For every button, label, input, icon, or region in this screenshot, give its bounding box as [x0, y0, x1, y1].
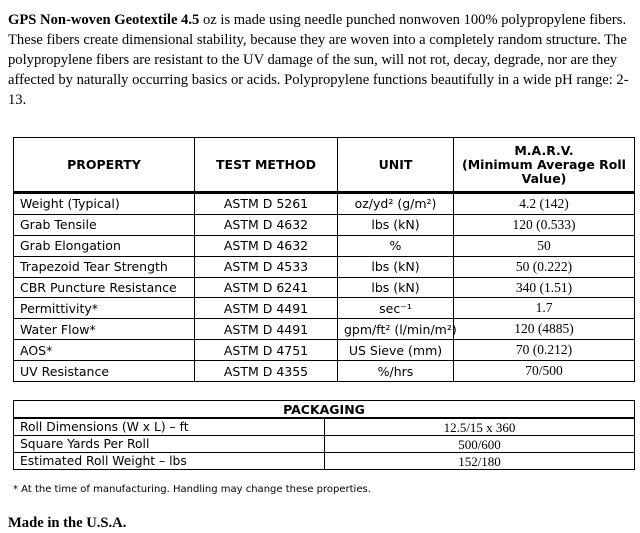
- property-cell: Trapezoid Tear Strength: [14, 256, 195, 277]
- method-cell: ASTM D 4355: [195, 361, 338, 382]
- packaging-title: PACKAGING: [14, 401, 635, 419]
- value-cell: 50 (0.222): [454, 256, 635, 277]
- property-cell: Permittivity*: [14, 298, 195, 319]
- header-marv-title: M.A.R.V.: [514, 142, 574, 158]
- packaging-value: 152/180: [325, 453, 635, 470]
- packaging-label: Square Yards Per Roll: [14, 436, 325, 453]
- header-test-method: TEST METHOD: [195, 138, 338, 193]
- property-cell: AOS*: [14, 340, 195, 361]
- unit-cell: oz/yd² (g/m²): [338, 193, 454, 215]
- table-row: [14, 214, 635, 235]
- product-name: GPS Non-woven Geotextile 4.5: [8, 12, 200, 28]
- table-row: [14, 235, 635, 256]
- packaging-header-row: [14, 401, 635, 419]
- properties-table: [13, 137, 635, 382]
- packaging-label: Estimated Roll Weight – lbs: [14, 453, 325, 470]
- unit-cell: US Sieve (mm): [338, 340, 454, 361]
- table-row: [14, 256, 635, 277]
- packaging-table: [13, 400, 635, 470]
- unit-cell: %: [338, 235, 454, 256]
- value-cell: 340 (1.51): [454, 277, 635, 298]
- property-cell: Water Flow*: [14, 319, 195, 340]
- header-property: PROPERTY: [14, 138, 195, 193]
- unit-cell: lbs (kN): [338, 256, 454, 277]
- method-cell: ASTM D 4632: [195, 235, 338, 256]
- value-cell: 70 (0.212): [454, 340, 635, 361]
- value-cell: 4.2 (142): [454, 193, 635, 215]
- table-row: [14, 436, 635, 453]
- table-row: [14, 340, 635, 361]
- properties-header-row: [14, 138, 635, 193]
- property-cell: Grab Elongation: [14, 235, 195, 256]
- packaging-label: Roll Dimensions (W x L) – ft: [14, 418, 325, 436]
- property-cell: Weight (Typical): [14, 193, 195, 215]
- method-cell: ASTM D 6241: [195, 277, 338, 298]
- property-cell: UV Resistance: [14, 361, 195, 382]
- footnote: * At the time of manufacturing. Handling may change these properties.: [13, 484, 371, 495]
- table-row: [14, 361, 635, 382]
- unit-cell: gpm/ft² (l/min/m²): [338, 319, 454, 340]
- unit-cell: lbs (kN): [338, 277, 454, 298]
- packaging-value: 12.5/15 x 360: [325, 418, 635, 436]
- method-cell: ASTM D 4533: [195, 256, 338, 277]
- header-marv: [454, 138, 635, 193]
- value-cell: 50: [454, 235, 635, 256]
- header-marv-subtitle: (Minimum Average Roll Value): [462, 156, 626, 186]
- method-cell: ASTM D 5261: [195, 193, 338, 215]
- product-description: [8, 10, 634, 110]
- description-text: oz is made using needle punched nonwoven 100% polypropylene fibers. These fibers create dimensional stability, because they are woven into a completely random structure. The polypropylene fibers are resistant to the UV damage of the sun, will not rot, decay, degrade, nor are they affected by naturally occurring basics or acids. Polypropylene functions beautifully in a wide pH range: 2-13.: [8, 12, 629, 108]
- header-unit: UNIT: [338, 138, 454, 193]
- table-row: [14, 277, 635, 298]
- packaging-value: 500/600: [325, 436, 635, 453]
- value-cell: 120 (0.533): [454, 214, 635, 235]
- table-row: [14, 298, 635, 319]
- property-cell: CBR Puncture Resistance: [14, 277, 195, 298]
- table-row: [14, 418, 635, 436]
- unit-cell: sec⁻¹: [338, 298, 454, 319]
- method-cell: ASTM D 4491: [195, 319, 338, 340]
- value-cell: 70/500: [454, 361, 635, 382]
- method-cell: ASTM D 4751: [195, 340, 338, 361]
- table-row: [14, 319, 635, 340]
- made-in-label: Made in the U.S.A.: [8, 515, 127, 531]
- table-row: [14, 453, 635, 470]
- unit-cell: lbs (kN): [338, 214, 454, 235]
- unit-cell: %/hrs: [338, 361, 454, 382]
- value-cell: 1.7: [454, 298, 635, 319]
- property-cell: Grab Tensile: [14, 214, 195, 235]
- method-cell: ASTM D 4632: [195, 214, 338, 235]
- table-row: [14, 193, 635, 215]
- value-cell: 120 (4885): [454, 319, 635, 340]
- method-cell: ASTM D 4491: [195, 298, 338, 319]
